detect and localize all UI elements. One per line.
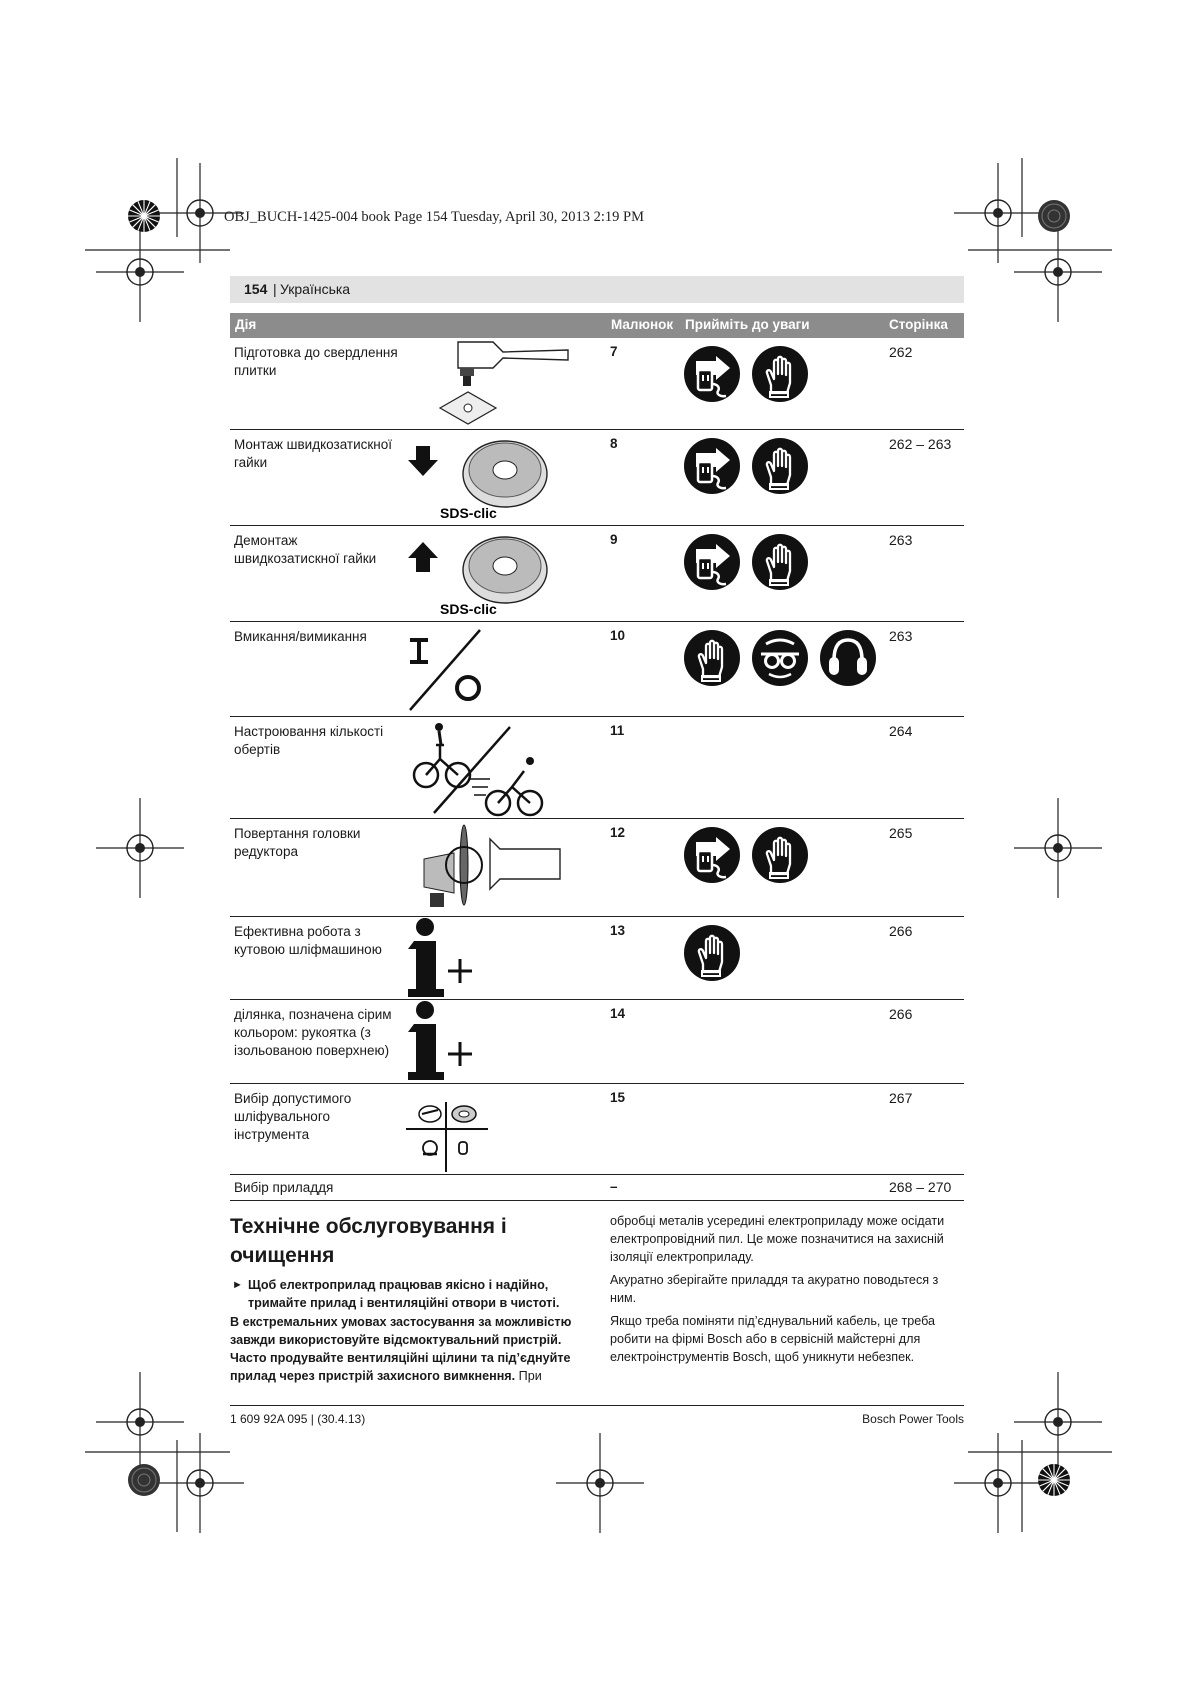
row-figure: 12 [610, 825, 626, 840]
table-row [230, 1175, 964, 1201]
right-paragraph: Акуратно зберігайте приладдя та акуратно поводьтеся з ним. [610, 1273, 939, 1305]
header-action: Дія [235, 317, 257, 332]
row-figure: 15 [610, 1090, 626, 1105]
table-row [230, 622, 964, 717]
row-figure: 9 [610, 532, 618, 547]
table-row [230, 338, 964, 430]
speed-setting-illustration [400, 717, 600, 818]
right-paragraph: Якщо треба поміняти під’єднувальний кабель, це треба робити на фірмі Bosch або в сервісній майстерні для електроінструментів Bosch, щоб уникнути небезпек. [610, 1314, 936, 1364]
row-page: 266 [889, 923, 913, 939]
footer-rule [230, 1405, 964, 1406]
row-page: 262 [889, 344, 913, 360]
page-number: 154 [244, 281, 268, 297]
table-row [230, 1084, 964, 1175]
header-figure: Малюнок [611, 317, 674, 332]
maintenance-paragraph [230, 1313, 585, 1385]
quick-nut-remove-illustration [400, 526, 600, 621]
row-page: 263 [889, 532, 913, 548]
footer-left: 1 609 92A 095 | (30.4.13) [230, 1412, 366, 1426]
page-language: Українська [280, 281, 351, 297]
row-page: 267 [889, 1090, 913, 1106]
safety-glasses-icon [752, 630, 810, 688]
row-action: Демонтаж швидкозатискної гайки [234, 533, 377, 566]
row-page: 265 [889, 825, 913, 841]
gloves-icon [684, 925, 742, 983]
row-figure: 14 [610, 1006, 626, 1021]
unplug-icon [684, 346, 742, 404]
page-separator: | [273, 281, 277, 297]
footer-right: Bosch Power Tools [862, 1412, 964, 1426]
table-row [230, 526, 964, 622]
row-page: 268 – 270 [889, 1179, 952, 1195]
gloves-icon [684, 630, 742, 688]
row-page: 264 [889, 723, 913, 739]
table-header [230, 313, 964, 338]
row-action: ділянка, позначена сірим кольором: рукоятка (з ізольованою поверхнею) [234, 1007, 392, 1058]
unplug-icon [684, 534, 742, 592]
paragraph-bold: В екстремальних умовах застосування за можливістю завжди використовуйте відсмоктувальний пристрій. Часто продувайте вентиляційні щілини та під’єднуйте прилад через пристрій захисного вимкнення. [230, 1315, 572, 1383]
gloves-icon [752, 534, 810, 592]
abrasive-selection-illustration [400, 1084, 600, 1174]
bullet-text: Щоб електроприлад працював якісно і надійно, тримайте прилад і вентиляційні отвори в чистоті. [248, 1278, 560, 1310]
quick-nut-mount-illustration [400, 430, 600, 525]
section-title: Технічне обслуговування і очищення [230, 1215, 507, 1267]
row-action: Підготовка до свердлення плитки [234, 345, 398, 378]
table-row [230, 430, 964, 526]
gloves-icon [752, 346, 810, 404]
sds-clic-logo: SDS-clic [440, 601, 497, 617]
row-page: 263 [889, 628, 913, 644]
row-action: Монтаж швидкозатискної гайки [234, 437, 393, 470]
row-figure: – [610, 1179, 618, 1194]
sds-clic-logo: SDS-clic [440, 505, 497, 521]
gloves-icon [752, 827, 810, 885]
header-page: Сторінка [889, 317, 948, 332]
gear-head-rotation-illustration [400, 819, 600, 916]
header-note: Прийміть до уваги [685, 317, 810, 332]
table-row [230, 917, 964, 1000]
row-action: Вибір приладдя [234, 1180, 334, 1195]
right-paragraph: обробці металів усередині електроприладу може осідати електропровідний пил. Це може позначитися на захисній ізоляції електроприладу. [610, 1214, 945, 1264]
table-row [230, 717, 964, 819]
row-figure: 7 [610, 344, 618, 359]
row-action: Ефективна робота з кутовою шліфмашиною [234, 924, 382, 957]
row-figure: 11 [610, 723, 625, 738]
unplug-icon [684, 827, 742, 885]
row-figure: 10 [610, 628, 626, 643]
table-row [230, 819, 964, 917]
row-figure: 13 [610, 923, 626, 938]
paragraph-rest: При [515, 1369, 542, 1383]
row-figure: 8 [610, 436, 618, 451]
right-column [610, 1212, 965, 1371]
row-action: Вибір допустимого шліфувального інструмента [234, 1091, 352, 1142]
info-plus-icon [400, 917, 600, 999]
row-action: Вмикання/вимикання [234, 629, 367, 644]
info-plus-icon [400, 1000, 600, 1083]
table-row [230, 1000, 964, 1084]
page-bar [230, 276, 964, 303]
tile-drilling-illustration [400, 338, 600, 429]
pdf-header: OBJ_BUCH-1425-004 book Page 154 Tuesday, April 30, 2013 2:19 PM [224, 209, 644, 225]
bullet-arrow-icon: ► [232, 1279, 243, 1291]
row-page: 266 [889, 1006, 913, 1022]
row-action: Повертання головки редуктора [234, 826, 361, 859]
maintenance-bullet [232, 1276, 582, 1312]
row-page: 262 – 263 [889, 436, 952, 452]
gloves-icon [752, 438, 810, 496]
switch-on-off-illustration [400, 622, 600, 716]
unplug-icon [684, 438, 742, 496]
ear-protection-icon [820, 630, 878, 688]
row-action: Настроювання кількості обертів [234, 724, 384, 757]
